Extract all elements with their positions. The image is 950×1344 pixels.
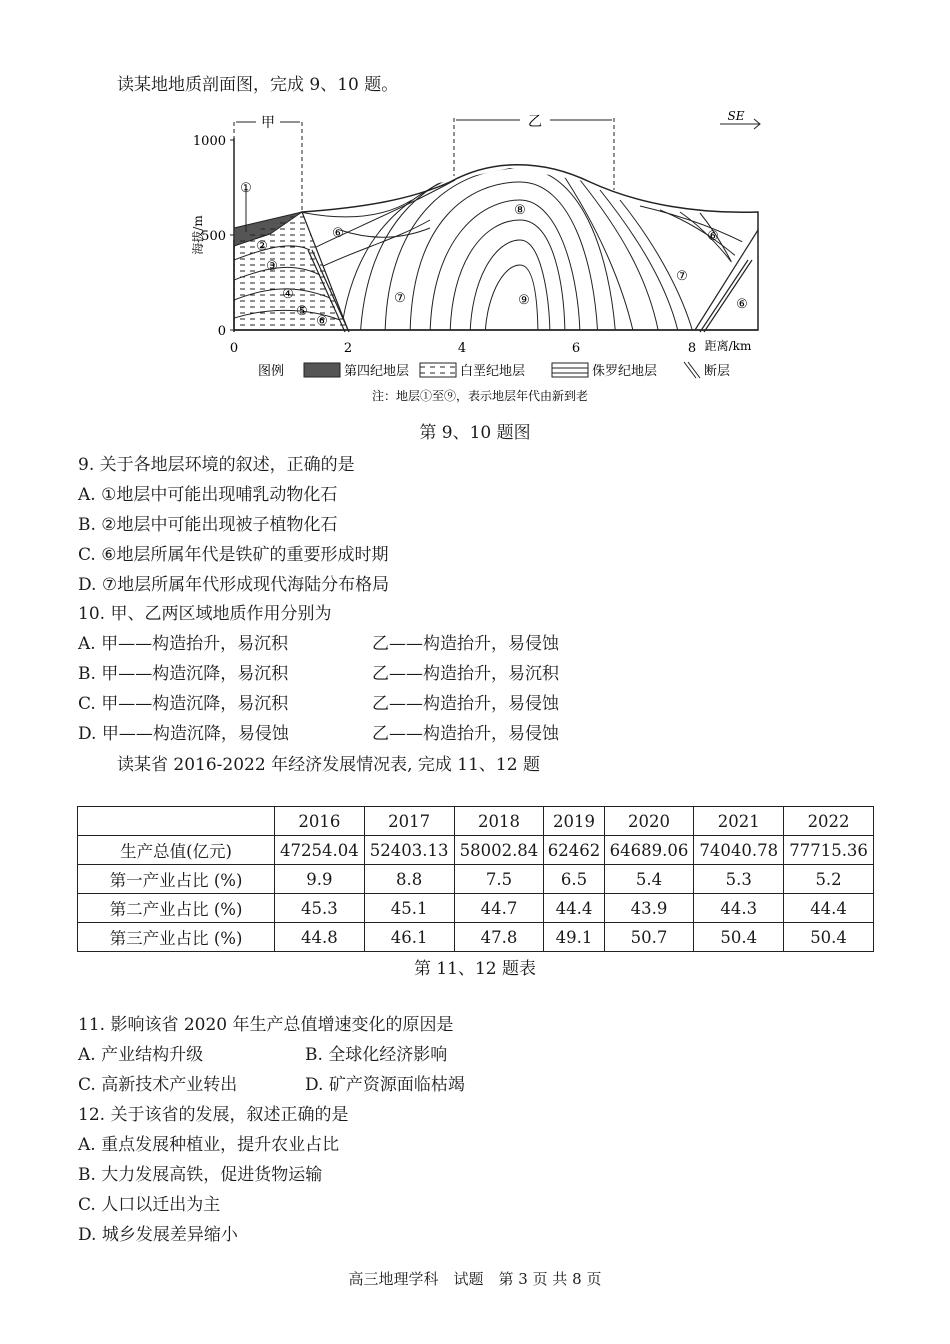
- legend: [258, 362, 730, 403]
- legend-fault: 断层: [704, 364, 731, 379]
- table-caption: 第 11、12 题表: [413, 959, 537, 979]
- table-header-row: [78, 807, 874, 836]
- geologic-cross-section-figure: [180, 100, 780, 410]
- q12-option-b: B. 大力发展高铁，促进货物运输: [78, 1165, 323, 1185]
- faults: [302, 212, 758, 332]
- layer-mark-7a: ⑦: [394, 291, 406, 306]
- table-cell: 5.3: [694, 865, 784, 894]
- x-tick-4: 4: [457, 341, 467, 356]
- layer-mark-6b: ⑥: [332, 226, 344, 241]
- layer-mark-3: ③: [266, 259, 278, 274]
- layer-mark-4: ④: [282, 287, 294, 302]
- q10-option-a-jia: A. 甲——构造抬升，易沉积: [78, 634, 289, 654]
- figure-caption: 第 9、10 题图: [419, 423, 531, 443]
- svg-text:乙: 乙: [528, 114, 542, 130]
- q11-stem: 11. 影响该省 2020 年生产总值增速变化的原因是: [78, 1015, 454, 1035]
- q12-stem: 12. 关于该省的发展，叙述正确的是: [78, 1105, 349, 1125]
- table-cell: 50.4: [694, 923, 784, 952]
- table-cell: 46.1: [364, 923, 454, 952]
- year-header: 2016: [275, 807, 365, 836]
- legend-jurassic: 侏罗纪地层: [592, 364, 658, 379]
- region-yi-bracket: [454, 114, 614, 190]
- table-cell: 44.4: [544, 894, 604, 923]
- table-cell: 74040.78: [694, 836, 784, 865]
- table-cell: 44.4: [784, 894, 874, 923]
- q11-option-c: C. 高新技术产业转出: [78, 1075, 238, 1095]
- layer-mark-5: ⑤: [296, 304, 308, 319]
- table-cell: 44.8: [275, 923, 365, 952]
- economy-table: [77, 806, 874, 952]
- q12-option-d: D. 城乡发展差异缩小: [78, 1225, 238, 1245]
- year-header: 2020: [604, 807, 694, 836]
- q10-option-a-yi: 乙——构造抬升，易侵蚀: [372, 634, 559, 654]
- layer-mark-6a: ⑥: [316, 314, 328, 329]
- table-cell: 62462: [544, 836, 604, 865]
- x-axis: [230, 330, 758, 356]
- table-row: [78, 923, 874, 952]
- table-cell: 6.5: [544, 865, 604, 894]
- year-header: 2019: [544, 807, 604, 836]
- table-cell: 50.4: [784, 923, 874, 952]
- intro-text-11-12: 读某省 2016-2022 年经济发展情况表, 完成 11、12 题: [117, 755, 540, 775]
- y-tick-0: 0: [217, 324, 226, 339]
- layer-mark-6c: ⑥: [707, 229, 719, 244]
- page-footer: 高三地理学科 试题 第 3 页 共 8 页: [348, 1270, 602, 1288]
- layer-mark-2: ②: [256, 239, 268, 254]
- table-row: [78, 865, 874, 894]
- layer-mark-6d: ⑥: [736, 297, 748, 312]
- x-axis-label: 距离/km: [704, 339, 752, 353]
- q9-option-c: C. ⑥地层所属年代是铁矿的重要形成时期: [78, 545, 389, 565]
- x-tick-6: 6: [571, 341, 581, 356]
- q9-stem: 9. 关于各地层环境的叙述，正确的是: [78, 455, 355, 475]
- table-cell: 44.7: [454, 894, 544, 923]
- q11-option-b: B. 全球化经济影响: [305, 1045, 448, 1065]
- jurassic-layers: [300, 162, 758, 340]
- row-label: 第一产业占比 (%): [78, 865, 275, 894]
- table-cell: 64689.06: [604, 836, 694, 865]
- table-cell: 49.1: [544, 923, 604, 952]
- q12-option-a: A. 重点发展种植业，提升农业占比: [78, 1135, 340, 1155]
- layer-mark-9: ⑨: [518, 293, 530, 308]
- table-cell: 77715.36: [784, 836, 874, 865]
- row-label: 第三产业占比 (%): [78, 923, 275, 952]
- table-cell: 45.1: [364, 894, 454, 923]
- legend-cretaceous: 白垩纪地层: [460, 364, 526, 379]
- svg-text:甲: 甲: [261, 115, 275, 131]
- legend-title: 图例: [258, 364, 285, 379]
- layer-mark-8: ⑧: [514, 203, 526, 218]
- table-cell: 47254.04: [275, 836, 365, 865]
- y-axis: [190, 134, 234, 339]
- table-cell: 50.7: [604, 923, 694, 952]
- table-row: [78, 836, 874, 865]
- y-tick-500: 500: [201, 229, 226, 244]
- table-cell: 45.3: [275, 894, 365, 923]
- layer-mark-7b: ⑦: [676, 269, 688, 284]
- y-tick-1000: 1000: [192, 134, 226, 149]
- x-tick-0: 0: [229, 341, 239, 356]
- table-cell: 58002.84: [454, 836, 544, 865]
- q10-option-b-yi: 乙——构造抬升，易沉积: [372, 664, 559, 684]
- direction-se-arrow: [720, 109, 760, 129]
- table-cell: 8.8: [364, 865, 454, 894]
- q10-option-d-yi: 乙——构造抬升，易侵蚀: [372, 724, 559, 744]
- table-corner-cell: [78, 807, 275, 836]
- q9-option-d: D. ⑦地层所属年代形成现代海陆分布格局: [78, 575, 390, 595]
- q10-option-d-jia: D. 甲——构造沉降，易侵蚀: [78, 724, 289, 744]
- svg-text:SE: SE: [727, 109, 745, 123]
- table-cell: 5.2: [784, 865, 874, 894]
- year-header: 2022: [784, 807, 874, 836]
- q11-option-d: D. 矿产资源面临枯竭: [305, 1075, 465, 1095]
- year-header: 2018: [454, 807, 544, 836]
- table-cell: 7.5: [454, 865, 544, 894]
- q9-option-a: A. ①地层中可能出现哺乳动物化石: [78, 485, 338, 505]
- x-tick-2: 2: [343, 341, 353, 356]
- q10-stem: 10. 甲、乙两区域地质作用分别为: [78, 604, 332, 624]
- table-cell: 43.9: [604, 894, 694, 923]
- row-label: 生产总值(亿元): [78, 836, 275, 865]
- layer-mark-1: ①: [240, 181, 252, 196]
- year-header: 2017: [364, 807, 454, 836]
- table-row: [78, 894, 874, 923]
- table-cell: 47.8: [454, 923, 544, 952]
- cretaceous-layers: [234, 200, 354, 340]
- q10-option-b-jia: B. 甲——构造沉降，易沉积: [78, 664, 289, 684]
- q10-option-c-jia: C. 甲——构造沉降，易沉积: [78, 694, 289, 714]
- table-cell: 52403.13: [364, 836, 454, 865]
- table-cell: 5.4: [604, 865, 694, 894]
- figure-note: 注：地层①至⑨，表示地层年代由新到老: [372, 389, 589, 403]
- x-tick-8: 8: [687, 341, 697, 356]
- row-label: 第二产业占比 (%): [78, 894, 275, 923]
- q10-option-c-yi: 乙——构造抬升，易侵蚀: [372, 694, 559, 714]
- intro-text-9-10: 读某地地质剖面图，完成 9、10 题。: [117, 75, 399, 95]
- q11-option-a: A. 产业结构升级: [78, 1045, 204, 1065]
- y-axis-label: 海拔/m: [191, 215, 205, 255]
- q12-option-c: C. 人口以迁出为主: [78, 1195, 221, 1215]
- legend-quaternary: 第四纪地层: [344, 364, 410, 379]
- table-cell: 44.3: [694, 894, 784, 923]
- q9-option-b: B. ②地层中可能出现被子植物化石: [78, 515, 338, 535]
- table-cell: 9.9: [275, 865, 365, 894]
- year-header: 2021: [694, 807, 784, 836]
